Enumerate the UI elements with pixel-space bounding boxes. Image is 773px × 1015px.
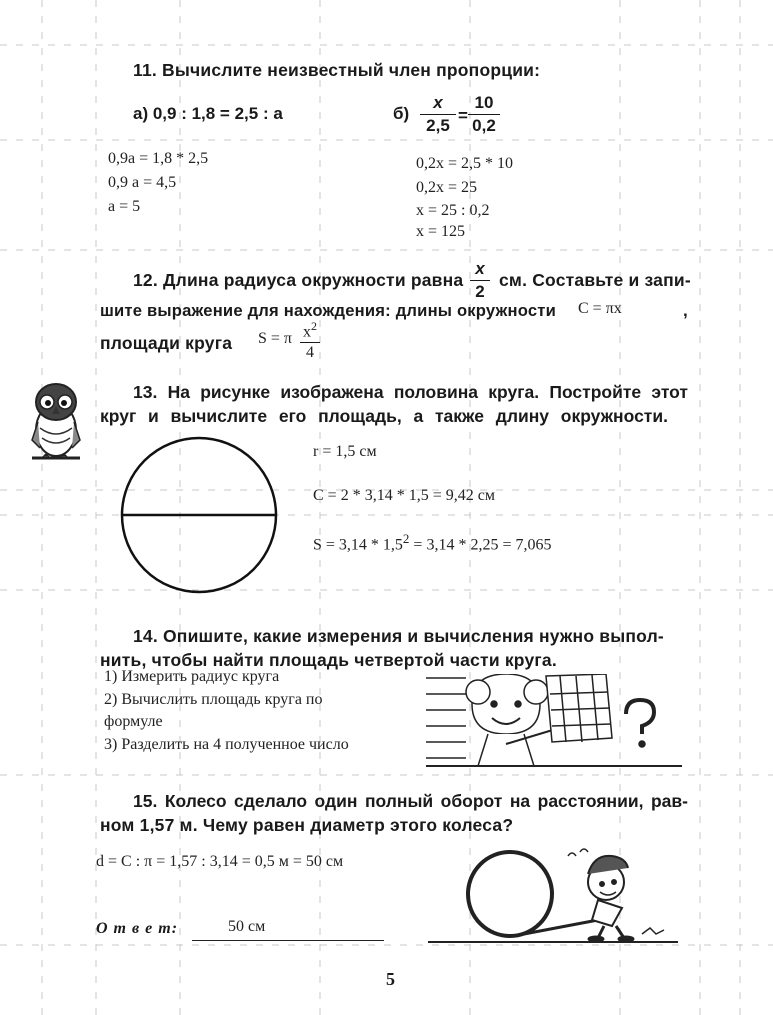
- task11-b-fraction-2: [468, 92, 500, 137]
- task11-b-den1: 2,5: [426, 116, 450, 135]
- task12-circumference-answer: C = πx: [578, 300, 622, 317]
- task14-answer-4: 3) Разделить на 4 полученное число: [104, 736, 349, 753]
- task14-line2: нить, чтобы найти площадь четвертой части круга.: [100, 650, 557, 670]
- task11-b-num2: 10: [474, 93, 494, 112]
- task12-area-num-x: x: [303, 323, 311, 341]
- task11-a-label: а) 0,9 : 1,8 = 2,5 : a: [133, 104, 283, 123]
- task11-b-sol-1: 0,2x = 2,5 * 10: [416, 155, 514, 172]
- task11-a-sol-2: 0,9 a = 4,5: [108, 174, 177, 191]
- task12-area-den: 4: [306, 344, 314, 362]
- task13-line2: круг и вычислите его площадь, а также длину окружности.: [100, 406, 668, 426]
- task12-frac-num: x: [475, 259, 485, 278]
- task11-b-sol-2: 0,2x = 25: [416, 179, 478, 196]
- boy-with-wheel-illustration: [428, 846, 698, 946]
- task12-radius-fraction: [470, 258, 490, 303]
- task12-area-fraction: [300, 316, 320, 363]
- task13-line1: 13. На рисунке изображена половина круга. Постройте этот: [133, 382, 688, 402]
- task12-line2: шите выражение для нахождения: длины окружности: [100, 301, 557, 320]
- task11-b-eq: =: [458, 106, 468, 125]
- task15-answer-label: О т в е т:: [96, 920, 179, 937]
- task13-area-exp: 2: [402, 531, 410, 546]
- task14-answer-2: 2) Вычислить площадь круга по: [104, 691, 323, 708]
- task15-line1: 15. Колесо сделало один полный оборот на расстоянии, рав-: [133, 791, 688, 811]
- answer-underline: [192, 940, 384, 941]
- task11-title: 11. Вычислите неизвестный член пропорции:: [133, 60, 541, 80]
- task12-frac-den: 2: [475, 282, 485, 301]
- task12-comma: ,: [683, 301, 688, 320]
- task11-b-label: б): [393, 104, 410, 123]
- task13-area-b: = 3,14 * 2,25 = 7,065: [409, 536, 552, 554]
- task12-area-num: [300, 316, 320, 342]
- task11-a-sol-3: a = 5: [108, 198, 141, 215]
- task14-line1: 14. Опишите, какие измерения и вычисления нужно выпол-: [133, 626, 664, 646]
- task15-line2: ном 1,57 м. Чему равен диаметр этого колеса?: [100, 815, 514, 835]
- task11-b-sol-3: x = 25 : 0,2: [416, 202, 490, 219]
- task13-circumference: C = 2 * 3,14 * 1,5 = 9,42 см: [313, 487, 495, 504]
- task13-area: [313, 531, 551, 554]
- task13-radius: r = 1,5 см: [313, 443, 377, 460]
- task12-line1-start: 12. Длина радиуса окружности равна: [133, 270, 464, 290]
- task12-area-exp: 2: [311, 319, 317, 333]
- task12-line3: площади круга: [100, 333, 233, 353]
- task11-b-sol-4: x = 125: [416, 223, 466, 240]
- task11-a-sol-1: 0,9a = 1,8 * 2,5: [108, 150, 209, 167]
- task14-answer-1: 1) Измерить радиус круга: [104, 668, 280, 685]
- task13-area-a: S = 3,14 * 1,5: [313, 536, 403, 554]
- task14-answer-3: формуле: [104, 713, 163, 730]
- page-number: 5: [386, 969, 395, 989]
- task11-b-fraction-1: [420, 92, 456, 137]
- task12-area-prefix: S = π: [258, 330, 292, 347]
- owl-illustration: [28, 378, 84, 462]
- circle-drawing: [115, 435, 285, 595]
- task11-b-num1: x: [433, 93, 443, 112]
- task15-solution: d = C : π = 1,57 : 3,14 = 0,5 м = 50 см: [96, 853, 344, 870]
- task12-line1-end: см. Составьте и запи-: [499, 270, 691, 290]
- task11-b-den2: 0,2: [472, 116, 496, 135]
- girl-with-book-illustration: [426, 674, 682, 774]
- task15-answer-value: 50 см: [228, 918, 266, 935]
